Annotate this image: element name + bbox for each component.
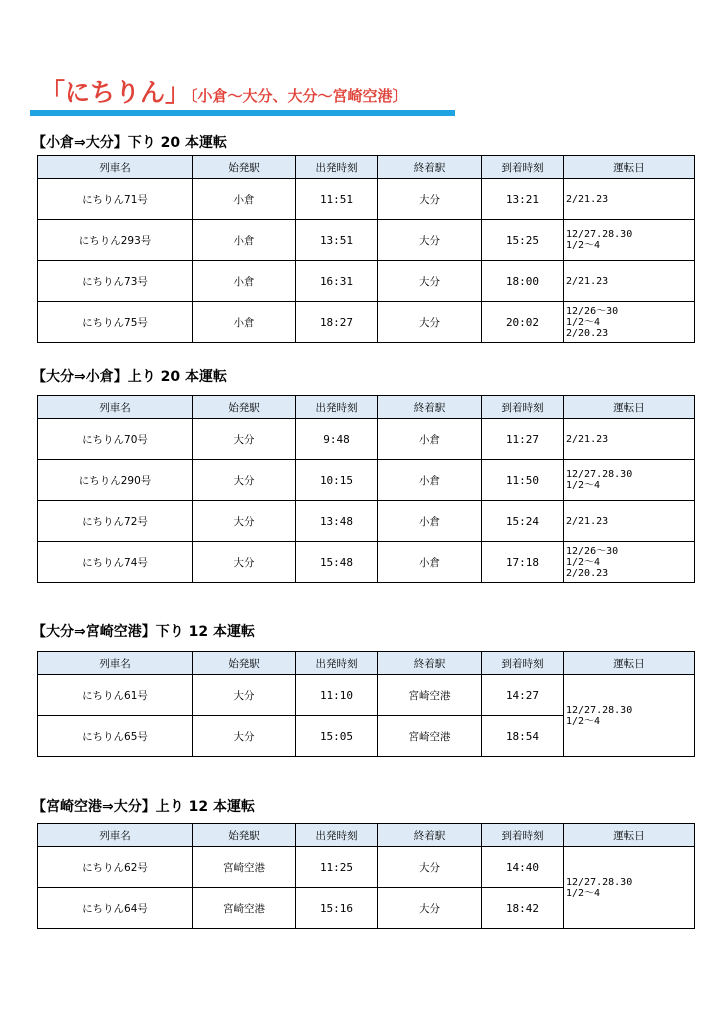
arrival-time: 18:00 [482,261,564,302]
origin-station: 大分 [193,716,296,757]
arrival-time: 11:50 [482,460,564,501]
header-row [38,652,695,675]
header-destination: 終着駅 [378,396,482,419]
operating-days [564,419,695,460]
destination-station: 大分 [378,179,482,220]
destination-station: 宮崎空港 [378,716,482,757]
operating-day-line: 12/27.28.30 [566,876,633,888]
departure-time: 16:31 [296,261,378,302]
table-row [38,847,695,888]
train-name: にちりん61号 [38,675,193,716]
train-name: にちりん70号 [38,419,193,460]
arrival-time: 15:25 [482,220,564,261]
title-sub: 〔小倉～大分、大分～宮崎空港〕 [190,87,408,105]
destination-station: 小倉 [378,460,482,501]
train-name: にちりん71号 [38,179,193,220]
origin-station: 小倉 [193,179,296,220]
train-name: にちりん290号 [38,460,193,501]
origin-station: 宮崎空港 [193,847,296,888]
header-departure: 出発時刻 [296,156,378,179]
departure-time: 18:27 [296,302,378,343]
header-arrival: 到着時刻 [482,652,564,675]
train-name: にちりん65号 [38,716,193,757]
timetable-miyazaki-airport-oita [37,823,695,929]
origin-station: 大分 [193,460,296,501]
origin-station: 小倉 [193,302,296,343]
origin-station: 宮崎空港 [193,888,296,929]
arrival-time: 18:42 [482,888,564,929]
operating-day-line: 12/26～30 [566,545,619,557]
header-operating-days: 運転日 [564,396,695,419]
header-departure: 出発時刻 [296,396,378,419]
header-train-name: 列車名 [38,396,193,419]
table-row [38,419,695,460]
destination-station: 小倉 [378,419,482,460]
operating-days [564,847,695,929]
operating-days [564,675,695,757]
timetable-kokura-oita [37,155,695,343]
operating-day-line: 12/27.28.30 [566,229,633,240]
departure-time: 13:51 [296,220,378,261]
train-name: にちりん64号 [38,888,193,929]
departure-time: 15:05 [296,716,378,757]
operating-days [564,179,695,220]
departure-time: 15:16 [296,888,378,929]
section-heading-miyazaki-airport-oita: 【宮崎空港⇒大分】上り 12 本運転 [32,799,255,815]
operating-days [564,460,695,501]
departure-time: 11:51 [296,179,378,220]
page-title [40,80,408,105]
header-operating-days: 運転日 [564,824,695,847]
operating-day-line: 1/2～4 [566,556,601,568]
header-origin: 始発駅 [193,652,296,675]
train-name: にちりん293号 [38,220,193,261]
arrival-time: 15:24 [482,501,564,542]
destination-station: 宮崎空港 [378,675,482,716]
operating-day-line: 1/2～4 [566,240,601,251]
departure-time: 15:48 [296,542,378,583]
operating-day-line: 1/2～4 [566,887,601,899]
operating-days [564,261,695,302]
operating-days [564,302,695,343]
destination-station: 大分 [378,888,482,929]
arrival-time: 13:21 [482,179,564,220]
arrival-time: 11:27 [482,419,564,460]
train-name: にちりん75号 [38,302,193,343]
header-arrival: 到着時刻 [482,396,564,419]
header-destination: 終着駅 [378,156,482,179]
header-operating-days: 運転日 [564,156,695,179]
destination-station: 大分 [378,302,482,343]
origin-station: 大分 [193,542,296,583]
train-name: にちりん74号 [38,542,193,583]
header-origin: 始発駅 [193,824,296,847]
destination-station: 小倉 [378,501,482,542]
header-origin: 始発駅 [193,156,296,179]
header-arrival: 到着時刻 [482,824,564,847]
departure-time: 13:48 [296,501,378,542]
operating-day-line: 1/2～4 [566,316,601,328]
header-row [38,824,695,847]
operating-day-line: 2/21.23 [566,433,609,445]
header-row [38,156,695,179]
operating-day-line: 2/20.23 [566,567,609,579]
table-row [38,261,695,302]
table-row [38,675,695,716]
origin-station: 小倉 [193,261,296,302]
train-name: にちりん73号 [38,261,193,302]
destination-station: 大分 [378,261,482,302]
section-heading-oita-miyazaki-airport: 【大分⇒宮崎空港】下り 12 本運転 [32,624,255,640]
timetable-oita-kokura [37,395,695,583]
destination-station: 小倉 [378,542,482,583]
operating-day-line: 1/2～4 [566,480,601,491]
header-destination: 終着駅 [378,824,482,847]
origin-station: 大分 [193,419,296,460]
departure-time: 10:15 [296,460,378,501]
operating-days [564,501,695,542]
destination-station: 大分 [378,220,482,261]
operating-day-line: 12/27.28.30 [566,469,633,480]
destination-station: 大分 [378,847,482,888]
table-row [38,460,695,501]
arrival-time: 14:27 [482,675,564,716]
operating-day-line: 12/26～30 [566,305,619,317]
operating-day-line: 2/21.23 [566,275,609,287]
operating-days [564,542,695,583]
origin-station: 小倉 [193,220,296,261]
table-row [38,220,695,261]
table-row [38,501,695,542]
header-train-name: 列車名 [38,824,193,847]
header-destination: 終着駅 [378,652,482,675]
operating-day-line: 2/21.23 [566,193,609,205]
header-operating-days: 運転日 [564,652,695,675]
table-row [38,179,695,220]
train-name: にちりん62号 [38,847,193,888]
section-heading-kokura-oita: 【小倉⇒大分】下り 20 本運転 [32,135,227,151]
header-origin: 始発駅 [193,396,296,419]
title-underline [30,110,455,116]
operating-day-line: 1/2～4 [566,715,601,727]
header-train-name: 列車名 [38,652,193,675]
operating-day-line: 2/20.23 [566,327,609,339]
table-row [38,542,695,583]
header-row [38,396,695,419]
header-departure: 出発時刻 [296,652,378,675]
section-heading-oita-kokura: 【大分⇒小倉】上り 20 本運転 [32,369,227,385]
arrival-time: 14:40 [482,847,564,888]
arrival-time: 17:18 [482,542,564,583]
operating-days [564,220,695,261]
arrival-time: 18:54 [482,716,564,757]
header-arrival: 到着時刻 [482,156,564,179]
table-row [38,302,695,343]
departure-time: 11:25 [296,847,378,888]
origin-station: 大分 [193,501,296,542]
header-departure: 出発時刻 [296,824,378,847]
header-train-name: 列車名 [38,156,193,179]
operating-day-line: 12/27.28.30 [566,704,633,716]
operating-day-line: 2/21.23 [566,515,609,527]
timetable-oita-miyazaki-airport [37,651,695,757]
arrival-time: 20:02 [482,302,564,343]
origin-station: 大分 [193,675,296,716]
departure-time: 9:48 [296,419,378,460]
departure-time: 11:10 [296,675,378,716]
train-name: にちりん72号 [38,501,193,542]
title-main: 「にちりん」 [40,78,191,107]
